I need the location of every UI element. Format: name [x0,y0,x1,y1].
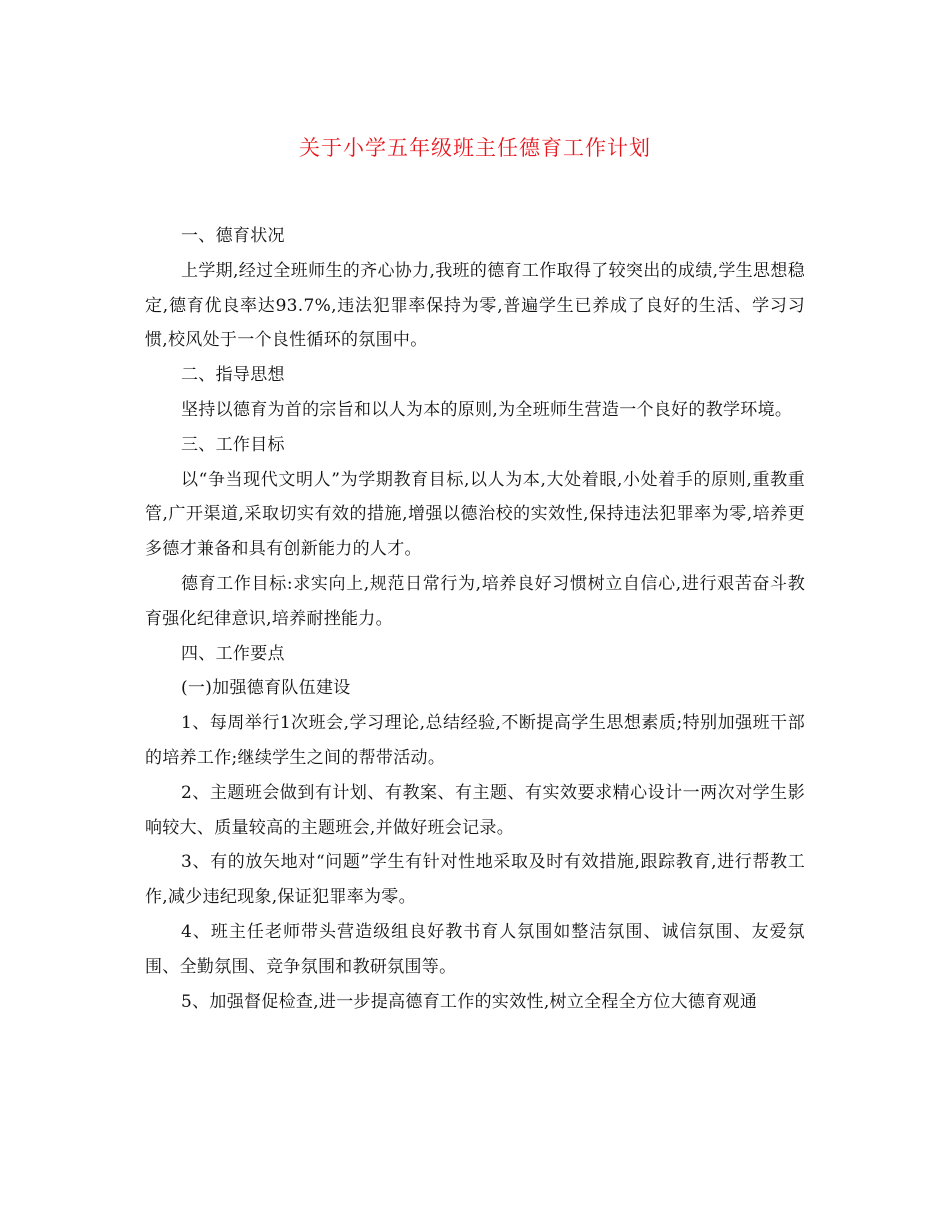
document-title: 关于小学五年级班主任德育工作计划 [299,136,651,160]
section-heading-work-goals: 三、工作目标 [181,434,285,455]
section-heading-moral-status: 一、德育状况 [181,226,285,246]
list-item-5: 5、加强督促检查,进一步提高德育工作的实效性,树立全程全方位大德育观通 [181,991,758,1012]
list-item-4: 4、班主任老师带头营造级组良好教书育人氛围如整洁氛围、诚信氛围、友爱氛围、全勤氛围、竞争氛围和教研氛围等。 [145,921,805,977]
section-heading-key-points: 四、工作要点 [181,643,285,664]
list-item-3: 3、有的放矢地对“问题”学生有针对性地采取及时有效措施,跟踪教育,进行帮教工作,减少违纪现象,保证犯罪率为零。 [145,852,805,908]
subsection-heading-team-building: (一)加强德育队伍建设 [181,678,351,699]
section-heading-guiding-idea: 二、指导思想 [181,365,285,386]
paragraph-work-goals: 以“争当现代文明人”为学期教育目标,以人为本,大处着眼,小处着手的原则,重教重管,广开渠道,采取切实有效的措施,增强以德治校的实效性,保持违法犯罪率为零,培养更多德才兼备和具有创新能力的人才。 [145,469,805,560]
paragraph-moral-status: 上学期,经过全班师生的齐心协力,我班的德育工作取得了较突出的成绩,学生思想稳定,德育优良率达93.7%,违法犯罪率保持为零,普遍学生已养成了良好的生活、学习习惯,校风处于一个良性循环的氛围中。 [145,260,805,351]
document-body [145,219,805,1019]
paragraph-guiding-idea: 坚持以德育为首的宗旨和以人为本的原则,为全班师生营造一个良好的教学环境。 [181,399,793,420]
paragraph-moral-goals: 德育工作目标:求实向上,规范日常行为,培养良好习惯树立自信心,进行艰苦奋斗教育强化纪律意识,培养耐挫能力。 [145,573,805,629]
list-item-1: 1、每周举行1次班会,学习理论,总结经验,不断提高学生思想素质;特别加强班干部的培养工作;继续学生之间的帮带活动。 [145,713,805,768]
list-item-2: 2、主题班会做到有计划、有教案、有主题、有实效要求精心设计一两次对学生影响较大、质量较高的主题班会,并做好班会记录。 [145,782,805,838]
